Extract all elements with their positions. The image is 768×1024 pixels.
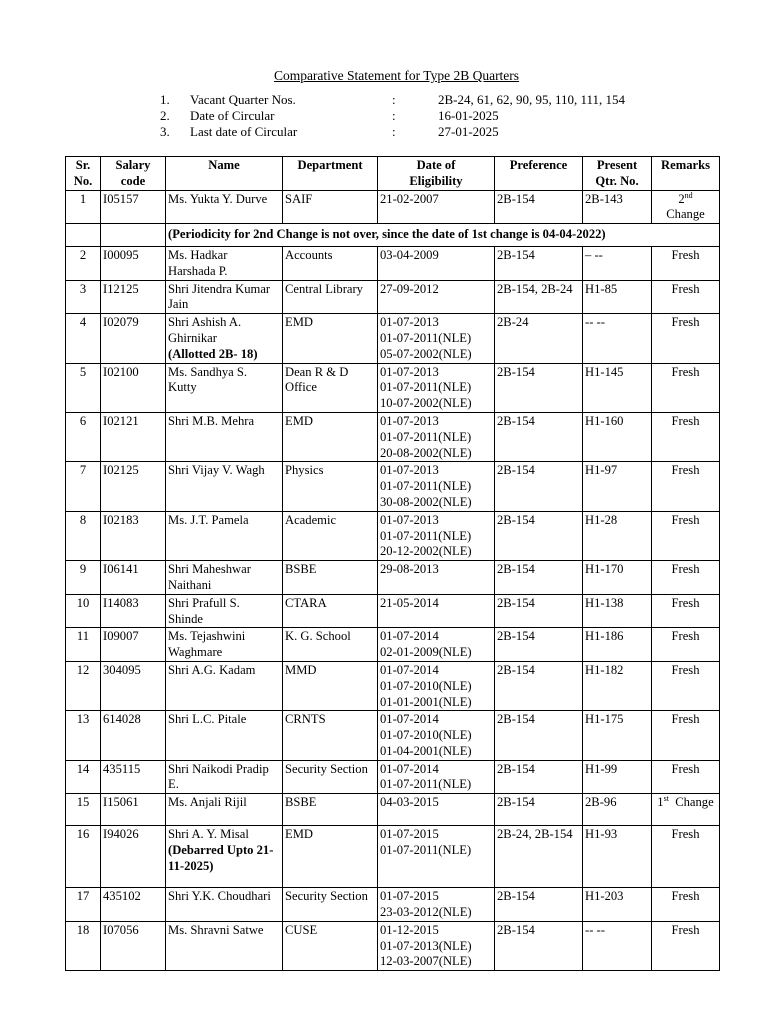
cell-sr: 2 [66,246,101,280]
cell-code: I02125 [101,462,166,511]
cell-remarks: Fresh [652,561,720,595]
cell-sr: 17 [66,888,101,922]
cell-present: H1-203 [583,888,652,922]
circular-item [160,124,625,140]
document-title: Comparative Statement for Type 2B Quarters [273,68,520,83]
cell-name: Ms. Hadkar Harshada P. [166,246,283,280]
cell-doe: 01-07-2013 01-07-2011(NLE) 30-08-2002(NLE) [378,462,495,511]
cell-remarks: Fresh [652,628,720,662]
cell-pref: 2B-154 [495,794,583,826]
header-remarks: Remarks [652,157,720,191]
cell-remarks: Fresh [652,511,720,560]
circular-item-number: 1. [160,92,170,107]
cell-present: H1-99 [583,760,652,794]
circular-item-number: 3. [160,124,170,139]
cell-code: I06141 [101,561,166,595]
circular-item [160,108,625,124]
cell-dept: Security Section [283,888,378,922]
cell-code: I07056 [101,921,166,970]
cell-code: I09007 [101,628,166,662]
table-header-row [66,157,720,191]
cell-name: Ms. J.T. Pamela [166,511,283,560]
cell-sr: 1 [66,190,101,224]
cell-remarks: Fresh [652,826,720,888]
cell-pref: 2B-24, 2B-154 [495,826,583,888]
cell-remarks: 1st Change [652,794,720,826]
cell-doe: 01-07-2014 01-07-2010(NLE) 01-01-2001(NLE) [378,661,495,710]
table-row [66,412,720,461]
cell-pref: 2B-154 [495,462,583,511]
cell-present: H1-186 [583,628,652,662]
cell-pref: 2B-154 [495,246,583,280]
cell-sr: 16 [66,826,101,888]
cell-name: Shri A.G. Kadam [166,661,283,710]
cell-name: Shri Naikodi Pradip E. [166,760,283,794]
cell-dept: MMD [283,661,378,710]
table-row [66,462,720,511]
cell-sr: 9 [66,561,101,595]
header-department: Department [283,157,378,191]
cell-present: H1-170 [583,561,652,595]
cell-name: Shri Maheshwar Naithani [166,561,283,595]
cell-pref: 2B-154 [495,561,583,595]
cell-name: Ms. Anjali Rijil [166,794,283,826]
cell-remarks: 2nd Change [652,190,720,224]
cell-pref: 2B-154 [495,511,583,560]
cell-dept: Academic [283,511,378,560]
header-name: Name [166,157,283,191]
cell-present: H1-160 [583,412,652,461]
cell-remarks: Fresh [652,246,720,280]
cell-pref: 2B-154 [495,760,583,794]
cell-dept: BSBE [283,794,378,826]
cell-dept: Security Section [283,760,378,794]
cell-dept: SAIF [283,190,378,224]
cell-dept: CTARA [283,594,378,628]
cell-code: 304095 [101,661,166,710]
circular-item-colon: : [392,124,396,139]
cell-name: Shri Y.K. Choudhari [166,888,283,922]
cell-dept: Physics [283,462,378,511]
cell-dept: Accounts [283,246,378,280]
cell-present: 2B-96 [583,794,652,826]
cell-code: I15061 [101,794,166,826]
circular-item-label: Vacant Quarter Nos. [190,92,296,107]
header-preference: Preference [495,157,583,191]
table-row [66,246,720,280]
header-salary-code: Salary code [101,157,166,191]
table-row [66,594,720,628]
cell-present: H1-93 [583,826,652,888]
cell-doe: 01-07-2013 01-07-2011(NLE) 10-07-2002(NLE) [378,363,495,412]
cell-doe: 01-07-2013 01-07-2011(NLE) 20-12-2002(NLE) [378,511,495,560]
cell-name: Shri Vijay V. Wagh [166,462,283,511]
cell-code: I02183 [101,511,166,560]
cell-name: Shri Ashish A. Ghirnikar (Allotted 2B- 18) [166,314,283,363]
cell-name: Ms. Sandhya S. Kutty [166,363,283,412]
cell-sr: 6 [66,412,101,461]
cell-sr: 15 [66,794,101,826]
cell-doe: 01-12-2015 01-07-2013(NLE) 12-03-2007(NLE) [378,921,495,970]
cell-pref: 2B-154 [495,412,583,461]
cell-sr: 4 [66,314,101,363]
cell-pref: 2B-24 [495,314,583,363]
cell-dept: EMD [283,826,378,888]
cell-code: I02100 [101,363,166,412]
circular-item-value: 16-01-2025 [438,108,499,123]
cell-present: H1-145 [583,363,652,412]
cell-sr: 12 [66,661,101,710]
cell-dept: EMD [283,314,378,363]
cell-doe: 01-07-2013 01-07-2011(NLE) 20-08-2002(NLE) [378,412,495,461]
table-row [66,711,720,760]
table-row [66,314,720,363]
circular-item [160,92,625,108]
cell-code: I02079 [101,314,166,363]
cell-present: H1-182 [583,661,652,710]
cell-doe: 04-03-2015 [378,794,495,826]
cell-pref: 2B-154 [495,594,583,628]
cell-sr: 10 [66,594,101,628]
cell-doe: 01-07-2015 01-07-2011(NLE) [378,826,495,888]
cell-remarks: Fresh [652,921,720,970]
circular-item-colon: : [392,108,396,123]
cell-doe: 03-04-2009 [378,246,495,280]
cell-dept: CUSE [283,921,378,970]
cell-code: I00095 [101,246,166,280]
cell-doe: 27-09-2012 [378,280,495,314]
cell-sr: 3 [66,280,101,314]
cell-doe: 01-07-2014 01-07-2011(NLE) [378,760,495,794]
table-row [66,826,720,888]
table-row [66,363,720,412]
table-row [66,561,720,595]
cell-dept: CRNTS [283,711,378,760]
table-row [66,921,720,970]
table-row [66,760,720,794]
cell-code: 614028 [101,711,166,760]
cell-sr: 18 [66,921,101,970]
cell-present: H1-28 [583,511,652,560]
cell-pref: 2B-154 [495,711,583,760]
cell-name: Shri Jitendra Kumar Jain [166,280,283,314]
cell-code: 435102 [101,888,166,922]
cell-remarks: Fresh [652,412,720,461]
cell-remarks: Fresh [652,711,720,760]
cell-sr: 14 [66,760,101,794]
cell-doe: 21-05-2014 [378,594,495,628]
cell-dept: Central Library [283,280,378,314]
cell-pref: 2B-154, 2B-24 [495,280,583,314]
cell-name: Shri Prafull S. Shinde [166,594,283,628]
header-sr-no: Sr. No. [66,157,101,191]
cell-present: – -- [583,246,652,280]
table-row [66,661,720,710]
circular-item-value: 2B-24, 61, 62, 90, 95, 110, 111, 154 [438,92,626,107]
cell-pref: 2B-154 [495,921,583,970]
cell-name: Shri L.C. Pitale [166,711,283,760]
table-row [66,511,720,560]
cell-dept: Dean R & D Office [283,363,378,412]
circular-item-label: Last date of Circular [190,124,298,139]
cell-present: H1-85 [583,280,652,314]
cell-present: H1-138 [583,594,652,628]
cell-pref: 2B-154 [495,661,583,710]
cell-present: -- -- [583,921,652,970]
cell-remarks: Fresh [652,661,720,710]
cell-dept: K. G. School [283,628,378,662]
cell-remarks: Fresh [652,314,720,363]
table-row [66,794,720,826]
cell-pref: 2B-154 [495,190,583,224]
cell-doe: 01-07-2014 01-07-2010(NLE) 01-04-2001(NLE) [378,711,495,760]
cell-code: I14083 [101,594,166,628]
cell-present: H1-97 [583,462,652,511]
cell-sr: 13 [66,711,101,760]
cell-code: I94026 [101,826,166,888]
cell-remarks: Fresh [652,363,720,412]
cell-dept: BSBE [283,561,378,595]
cell-code: I02121 [101,412,166,461]
cell-remarks: Fresh [652,760,720,794]
cell-sr: 5 [66,363,101,412]
cell-doe: 29-08-2013 [378,561,495,595]
quarters-table [65,156,720,971]
cell-remarks: Fresh [652,462,720,511]
header-date-of-eligibility: Date of Eligibility [378,157,495,191]
circular-item-value: 27-01-2025 [438,124,499,139]
circular-details [160,92,625,140]
table-row [66,888,720,922]
cell-pref: 2B-154 [495,888,583,922]
cell-code: 435115 [101,760,166,794]
header-present-qtr: Present Qtr. No. [583,157,652,191]
cell-remarks: Fresh [652,594,720,628]
cell-name: Ms. Tejashwini Waghmare [166,628,283,662]
cell-remarks: Fresh [652,888,720,922]
cell-pref: 2B-154 [495,628,583,662]
table-row [66,190,720,224]
cell-pref: 2B-154 [495,363,583,412]
circular-item-label: Date of Circular [190,108,275,123]
note-text: (Periodicity for 2nd Change is not over, since the date of 1st change is 04-04-2022) [166,224,720,247]
cell-name: Shri M.B. Mehra [166,412,283,461]
cell-code: I05157 [101,190,166,224]
cell-doe: 01-07-2014 02-01-2009(NLE) [378,628,495,662]
cell-present: H1-175 [583,711,652,760]
cell-name: Ms. Yukta Y. Durve [166,190,283,224]
cell-present: -- -- [583,314,652,363]
cell-remarks: Fresh [652,280,720,314]
cell-present: 2B-143 [583,190,652,224]
cell-name: Ms. Shravni Satwe [166,921,283,970]
note-row [66,224,720,247]
circular-item-number: 2. [160,108,170,123]
cell-doe: 21-02-2007 [378,190,495,224]
table-row [66,280,720,314]
cell-sr: 8 [66,511,101,560]
table-row [66,628,720,662]
cell-sr: 11 [66,628,101,662]
cell-doe: 01-07-2015 23-03-2012(NLE) [378,888,495,922]
cell-sr: 7 [66,462,101,511]
cell-dept: EMD [283,412,378,461]
cell-code: I12125 [101,280,166,314]
cell-name: Shri A. Y. Misal (Debarred Upto 21- 11-2025) [166,826,283,888]
circular-item-colon: : [392,92,396,107]
cell-doe: 01-07-2013 01-07-2011(NLE) 05-07-2002(NLE) [378,314,495,363]
